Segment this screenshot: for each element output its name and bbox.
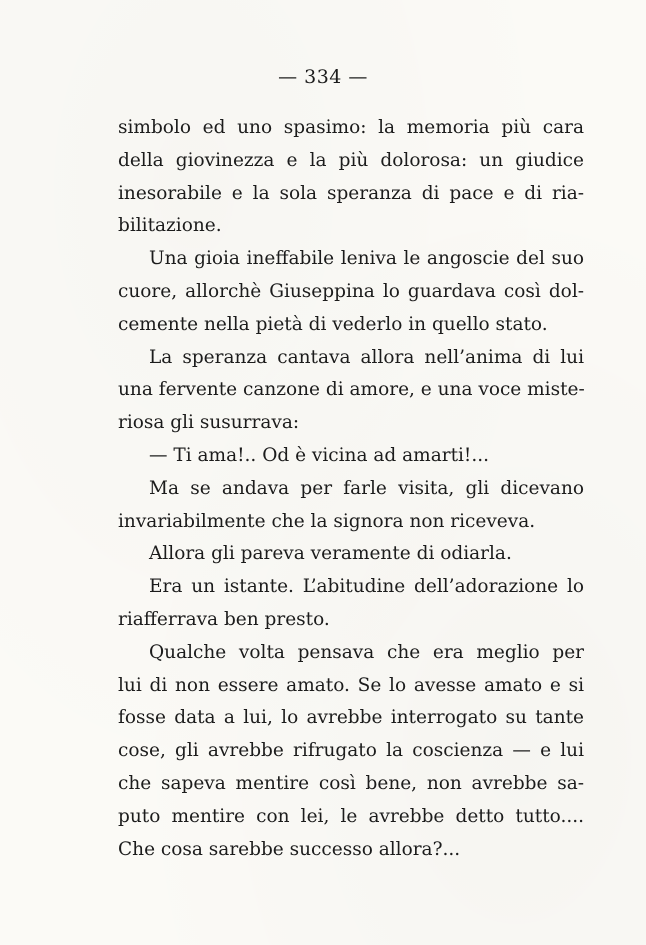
text-line: Che cosa sarebbe successo allora?... <box>118 838 461 860</box>
text-line: puto mentire con lei, le avrebbe detto tutto.... <box>118 805 584 827</box>
text-line: invariabilmente che la signora non riceveva. <box>118 510 536 532</box>
text-line: — Ti ama!.. Od è vicina ad amarti!... <box>149 444 490 466</box>
text-line: riosa gli susurrava: <box>118 412 300 434</box>
text-line: cose, gli avrebbe rifrugato la coscienza — e lui <box>118 740 584 762</box>
text-line: bilitazione. <box>118 215 222 237</box>
text-line: della giovinezza e la più dolorosa: un giudice <box>118 149 584 171</box>
text-line: una fervente canzone di amore, e una voce miste- <box>118 379 585 401</box>
text-line: lui di non essere amato. Se lo avesse amato e si <box>118 674 584 696</box>
text-line: cemente nella pietà di vederlo in quello stato. <box>118 313 548 335</box>
text-line: inesorabile e la sola speranza di pace e di ria- <box>118 182 584 204</box>
text-line: cuore, allorchè Giuseppina lo guardava così dol- <box>118 280 584 302</box>
text-line: riafferrava ben presto. <box>118 608 330 630</box>
page-number: — 334 — <box>278 66 368 88</box>
text-line: Ma se andava per farle visita, gli dicevano <box>149 477 584 499</box>
body-text <box>118 112 584 866</box>
text-line: fosse data a lui, lo avrebbe interrogato su tante <box>118 707 584 729</box>
text-line: Qualche volta pensava che era meglio per <box>149 641 584 663</box>
text-line: che sapeva mentire così bene, non avrebbe sa- <box>118 772 584 794</box>
text-line: Una gioia ineffabile leniva le angoscie del suo <box>149 248 584 270</box>
text-line: Allora gli pareva veramente di odiarla. <box>149 543 512 565</box>
text-line: La speranza cantava allora nell’anima di lui <box>149 346 584 368</box>
text-line: simbolo ed uno spasimo: la memoria più cara <box>118 117 584 138</box>
text-line: Era un istante. L’abitudine dell’adorazione lo <box>149 576 584 598</box>
